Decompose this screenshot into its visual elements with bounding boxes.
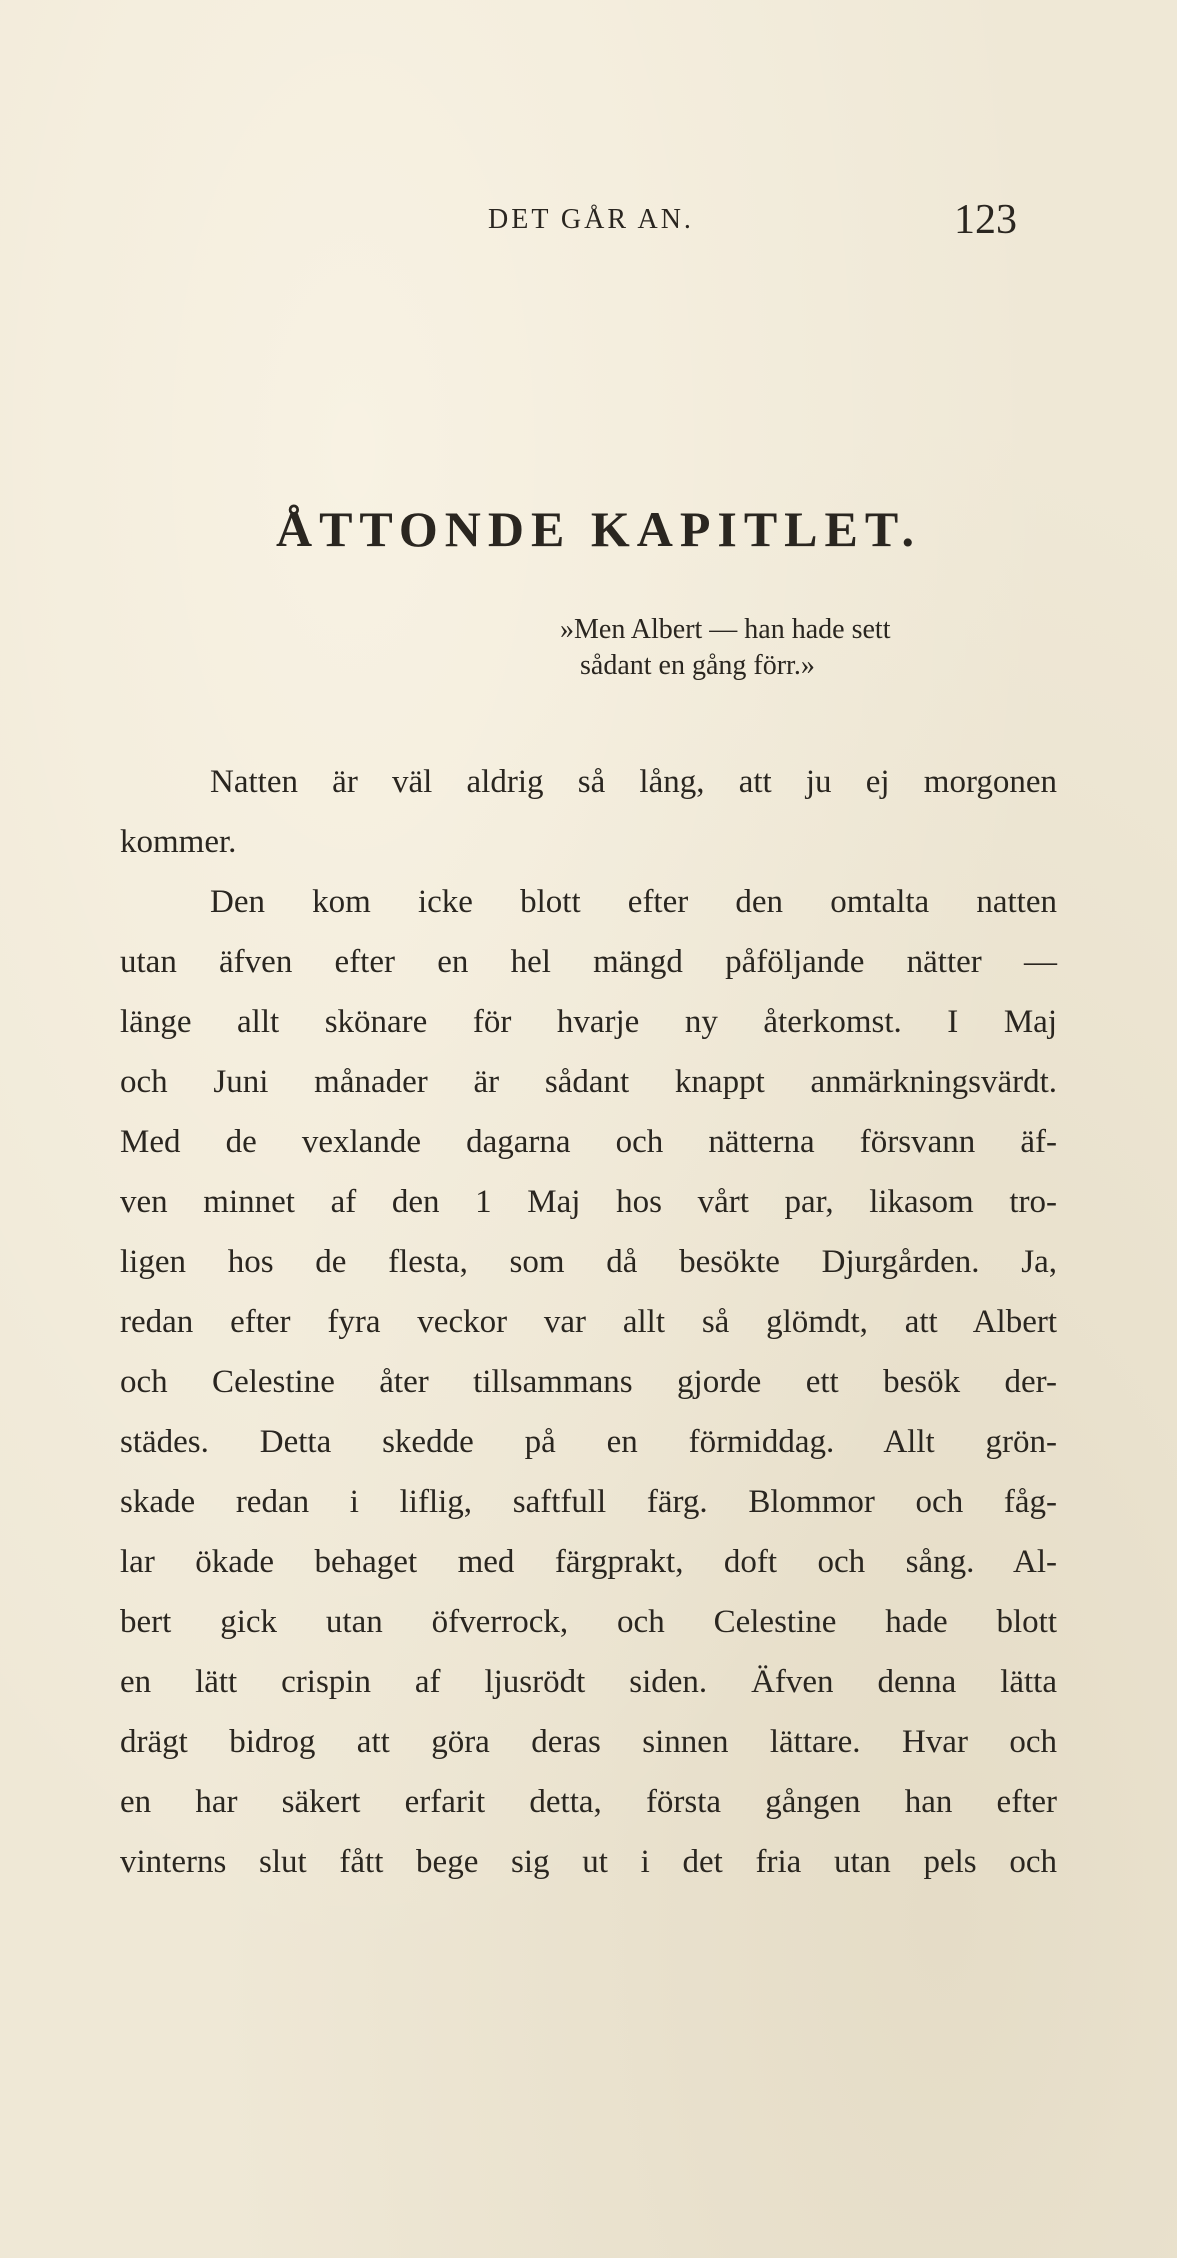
text-line: bert gick utan öfverrock, och Celestine hade blott (120, 1604, 1057, 1640)
running-head (0, 196, 1177, 246)
text-line: skade redan i liflig, saftfull färg. Blommor och fåg- (120, 1484, 1057, 1520)
text-line: kommer. (120, 824, 237, 860)
text-line: vinterns slut fått bege sig ut i det fria utan pels och (120, 1844, 1057, 1880)
text-line: en lätt crispin af ljusrödt siden. Äfven denna lätta (120, 1664, 1057, 1700)
running-title: DET GÅR AN. (488, 204, 694, 235)
text-line: en har säkert erfarit detta, första gången han efter (120, 1784, 1057, 1820)
text-line: ligen hos de flesta, som då besökte Djurgården. Ja, (120, 1244, 1057, 1280)
epigraph (560, 612, 1060, 684)
text-line: Den kom icke blott efter den omtalta natten (210, 884, 1057, 920)
text-line: Med de vexlande dagarna och nätterna försvann äf- (120, 1124, 1057, 1160)
text-line: och Celestine åter tillsammans gjorde ett besök der- (120, 1364, 1057, 1400)
text-line: ven minnet af den 1 Maj hos vårt par, likasom tro- (120, 1184, 1057, 1220)
text-line: redan efter fyra veckor var allt så glömdt, att Albert (120, 1304, 1057, 1340)
text-line: städes. Detta skedde på en förmiddag. Allt grön- (120, 1424, 1057, 1460)
body-text (120, 752, 1057, 1892)
chapter-heading: ÅTTONDE KAPITLET. (275, 501, 922, 557)
text-line: utan äfven efter en hel mängd påföljande nätter — (120, 944, 1057, 980)
text-line: Natten är väl aldrig så lång, att ju ej morgonen (210, 764, 1057, 800)
text-line: drägt bidrog att göra deras sinnen lättare. Hvar och (120, 1724, 1057, 1760)
text-line: och Juni månader är sådant knappt anmärkningsvärdt. (120, 1064, 1057, 1100)
epigraph-line: »Men Albert — han hade sett (560, 614, 891, 645)
text-line: länge allt skönare för hvarje ny återkomst. I Maj (120, 1004, 1057, 1040)
epigraph-line: sådant en gång förr.» (580, 650, 815, 681)
page-number: 123 (954, 197, 1017, 243)
text-line: lar ökade behaget med färgprakt, doft och sång. Al- (120, 1544, 1057, 1580)
